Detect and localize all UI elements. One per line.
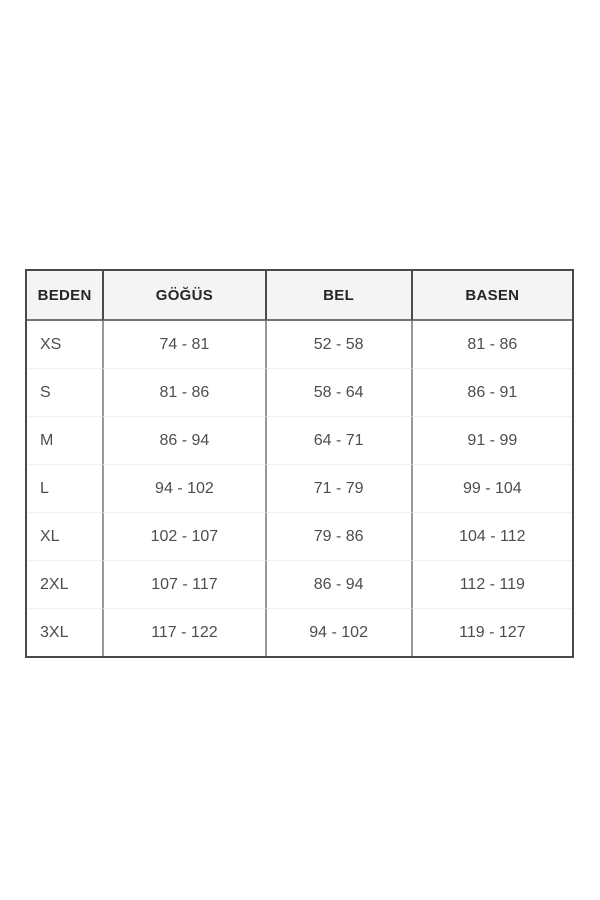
table-row (27, 512, 572, 560)
waist-range-cell: 64 - 71 (265, 416, 411, 464)
size-cell: XS (27, 321, 102, 368)
hips-range-cell: 119 - 127 (411, 608, 572, 656)
table-row (27, 321, 572, 368)
chest-range-cell: 102 - 107 (102, 512, 264, 560)
chest-range-cell: 86 - 94 (102, 416, 264, 464)
waist-range-cell: 58 - 64 (265, 368, 411, 416)
chest-range-cell: 107 - 117 (102, 560, 264, 608)
size-cell: 2XL (27, 560, 102, 608)
size-chart-table (25, 269, 574, 658)
waist-range-cell: 94 - 102 (265, 608, 411, 656)
column-header-size: BEDEN (27, 271, 102, 321)
chest-range-cell: 117 - 122 (102, 608, 264, 656)
hips-range-cell: 104 - 112 (411, 512, 572, 560)
column-header-chest: GÖĞÜS (102, 271, 264, 321)
chest-range-cell: 81 - 86 (102, 368, 264, 416)
size-cell: S (27, 368, 102, 416)
size-cell: L (27, 464, 102, 512)
chest-range-cell: 94 - 102 (102, 464, 264, 512)
size-cell: 3XL (27, 608, 102, 656)
header-row (27, 271, 572, 321)
hips-range-cell: 86 - 91 (411, 368, 572, 416)
column-header-hips: BASEN (411, 271, 572, 321)
table-row (27, 464, 572, 512)
table-row (27, 608, 572, 656)
table-row (27, 368, 572, 416)
waist-range-cell: 79 - 86 (265, 512, 411, 560)
hips-range-cell: 81 - 86 (411, 321, 572, 368)
waist-range-cell: 86 - 94 (265, 560, 411, 608)
column-header-waist: BEL (265, 271, 411, 321)
hips-range-cell: 91 - 99 (411, 416, 572, 464)
waist-range-cell: 71 - 79 (265, 464, 411, 512)
size-cell: XL (27, 512, 102, 560)
waist-range-cell: 52 - 58 (265, 321, 411, 368)
size-cell: M (27, 416, 102, 464)
hips-range-cell: 99 - 104 (411, 464, 572, 512)
chest-range-cell: 74 - 81 (102, 321, 264, 368)
table-row (27, 416, 572, 464)
hips-range-cell: 112 - 119 (411, 560, 572, 608)
table-row (27, 560, 572, 608)
